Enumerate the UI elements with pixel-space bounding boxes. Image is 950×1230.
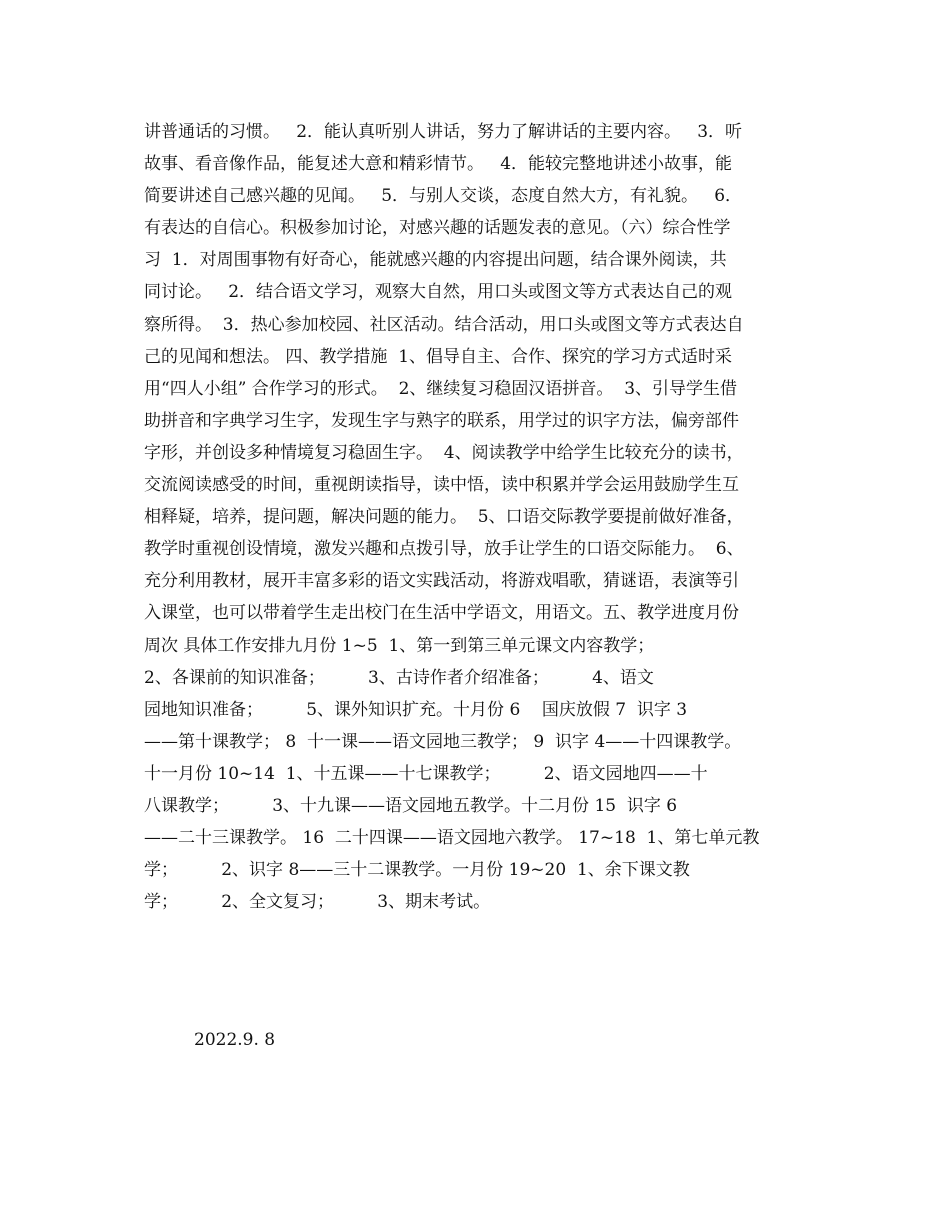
text-line: 故事、看音像作品，能复述大意和精彩情节。 4．能较完整地讲述小故事，能 xyxy=(144,154,733,175)
text-line: 同讨论。 2．结合语文学习，观察大自然，用口头或图文等方式表达自己的观 xyxy=(144,282,733,303)
text-line: ——第十课教学； 8 十一课——语文园地三教学； 9 识字 4——十四课教学。 xyxy=(144,731,742,752)
text-line: 用“四人小组” 合作学习的形式。 2、继续复习稳固汉语拼音。 3、引导学生借 xyxy=(144,378,738,399)
text-line: 八课教学； 3、十九课——语文园地五教学。十二月份 15 识字 6 xyxy=(144,795,678,816)
text-line: 教学时重视创设情境，激发兴趣和点拨引导，放手让学生的口语交际能力。 6、 xyxy=(144,539,744,560)
text-line: 交流阅读感受的时间，重视朗读指导，读中悟，读中积累并学会运用鼓励学生互 xyxy=(144,475,739,496)
document-date: 2022.9. 8 xyxy=(194,1030,276,1050)
text-line: 有表达的自信心。积极参加讨论，对感兴趣的话题发表的意见。（六）综合性学 xyxy=(144,218,731,239)
text-line: 字形，并创设多种情境复习稳固生字。 4、阅读教学中给学生比较充分的读书， xyxy=(144,442,744,463)
body-text xyxy=(144,116,810,918)
text-line: 学； 2、识字 8——三十二课教学。一月份 19~20 1、余下课文教 xyxy=(144,860,690,881)
text-line: 讲普通话的习惯。 2．能认真听别人讲话，努力了解讲话的主要内容。 3．听 xyxy=(144,122,743,142)
text-line: 简要讲述自己感兴趣的见闻。 5．与别人交谈，态度自然大方，有礼貌。 6． xyxy=(144,186,743,207)
text-line: 园地知识准备； 5、课外知识扩充。十月份 6 国庆放假 7 识字 3 xyxy=(144,699,688,720)
text-line: 己的见闻和想法。 四、教学措施 1、倡导自主、合作、探究的学习方式适时采 xyxy=(144,346,733,367)
text-line: 入课堂，也可以带着学生走出校门在生活中学语文，用语文。五、教学进度月份 xyxy=(144,603,739,624)
text-line: 充分利用教材，展开丰富多彩的语文实践活动，将游戏唱歌，猜谜语，表演等引 xyxy=(144,571,739,592)
text-line: 十一月份 10~14 1、十五课——十七课教学； 2、语文园地四——十 xyxy=(144,763,708,784)
text-line: 学； 2、全文复习； 3、期末考试。 xyxy=(144,892,491,913)
text-line: 相释疑，培养，提问题，解决问题的能力。 5、口语交际教学要提前做好准备， xyxy=(144,507,744,528)
text-line: ——二十三课教学。 16 二十四课——语文园地六教学。 17~18 1、第七单元教 xyxy=(144,828,760,849)
text-line: 助拼音和字典学习生字，发现生字与熟字的联系，用学过的识字方法，偏旁部件 xyxy=(144,410,739,431)
text-line: 周次 具体工作安排九月份 1~5 1、第一到第三单元课文内容教学； xyxy=(144,635,655,656)
text-line: 习 1．对周围事物有好奇心，能就感兴趣的内容提出问题，结合课外阅读，共 xyxy=(144,250,727,271)
text-line: 2、各课前的知识准备； 3、古诗作者介绍准备； 4、语文 xyxy=(144,667,654,688)
text-line: 察所得。 3．热心参加校园、社区活动。结合活动，用口头或图文等方式表达自 xyxy=(144,314,744,335)
